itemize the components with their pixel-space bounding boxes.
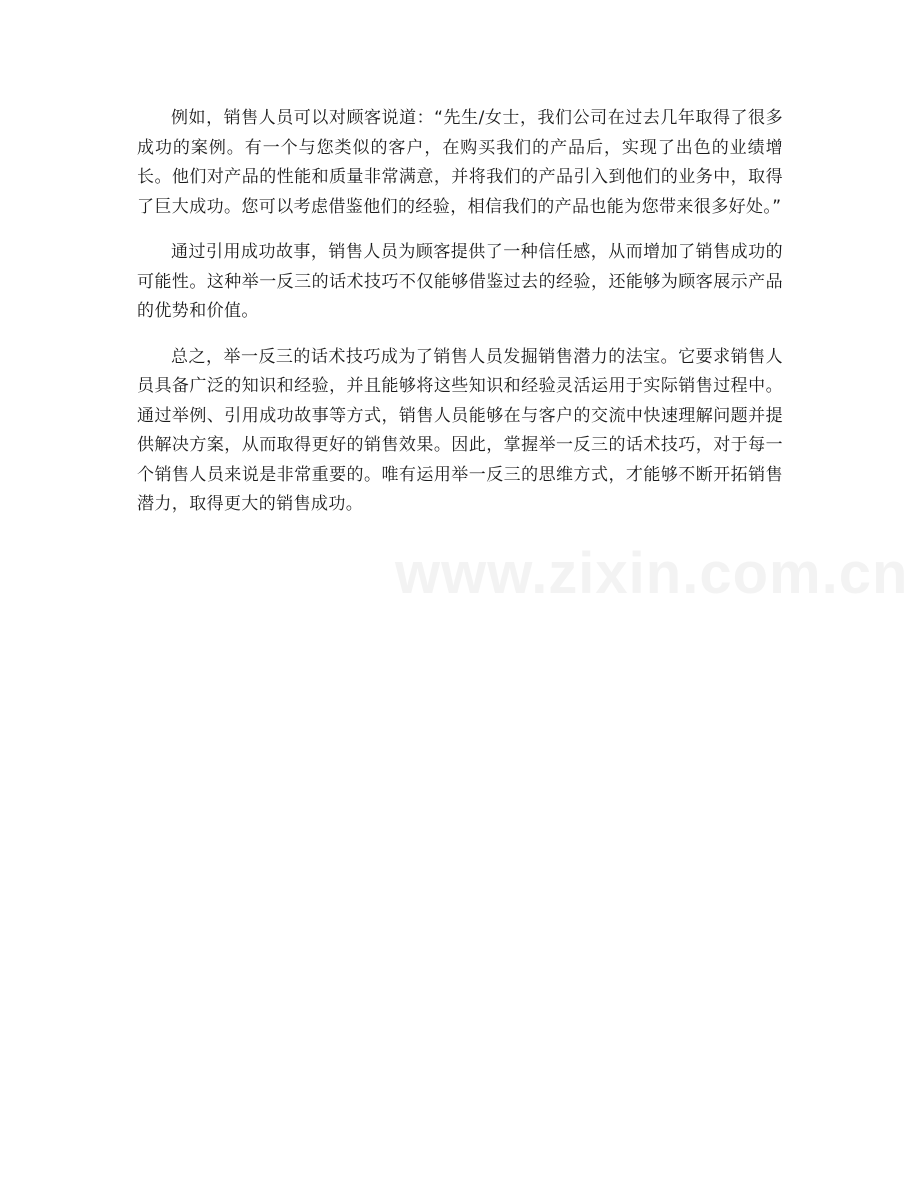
paragraph-example-dialogue: 例如，销售人员可以对顾客说道：“先生/女士，我们公司在过去几年取得了很多成功的案例。有一个与您类似的客户，在购买我们的产品后，实现了出色的业绩增长。他们对产品的性能和质量非常满意，并将我们的产品引入到他们的业务中，取得了巨大成功。您可以考虑借鉴他们的经验，相信我们的产品也能为您带来很多好处。” [137, 108, 783, 217]
watermark: www.zixin.com.cn [395, 541, 909, 606]
paragraph-success-story: 通过引用成功故事，销售人员为顾客提供了一种信任感，从而增加了销售成功的可能性。这种举一反三的话术技巧不仅能够借鉴过去的经验，还能够为顾客展示产品的优势和价值。 [137, 242, 783, 321]
document-body [137, 104, 783, 536]
paragraph-conclusion: 总之，举一反三的话术技巧成为了销售人员发掘销售潜力的法宝。它要求销售人员具备广泛的知识和经验，并且能够将这些知识和经验灵活运用于实际销售过程中。通过举例、引用成功故事等方式，销售人员能够在与客户的交流中快速理解问题并提供解决方案，从而取得更好的销售效果。因此，掌握举一反三的话术技巧，对于每一个销售人员来说是非常重要的。唯有运用举一反三的思维方式，才能够不断开拓销售潜力，取得更大的销售成功。 [137, 346, 783, 514]
